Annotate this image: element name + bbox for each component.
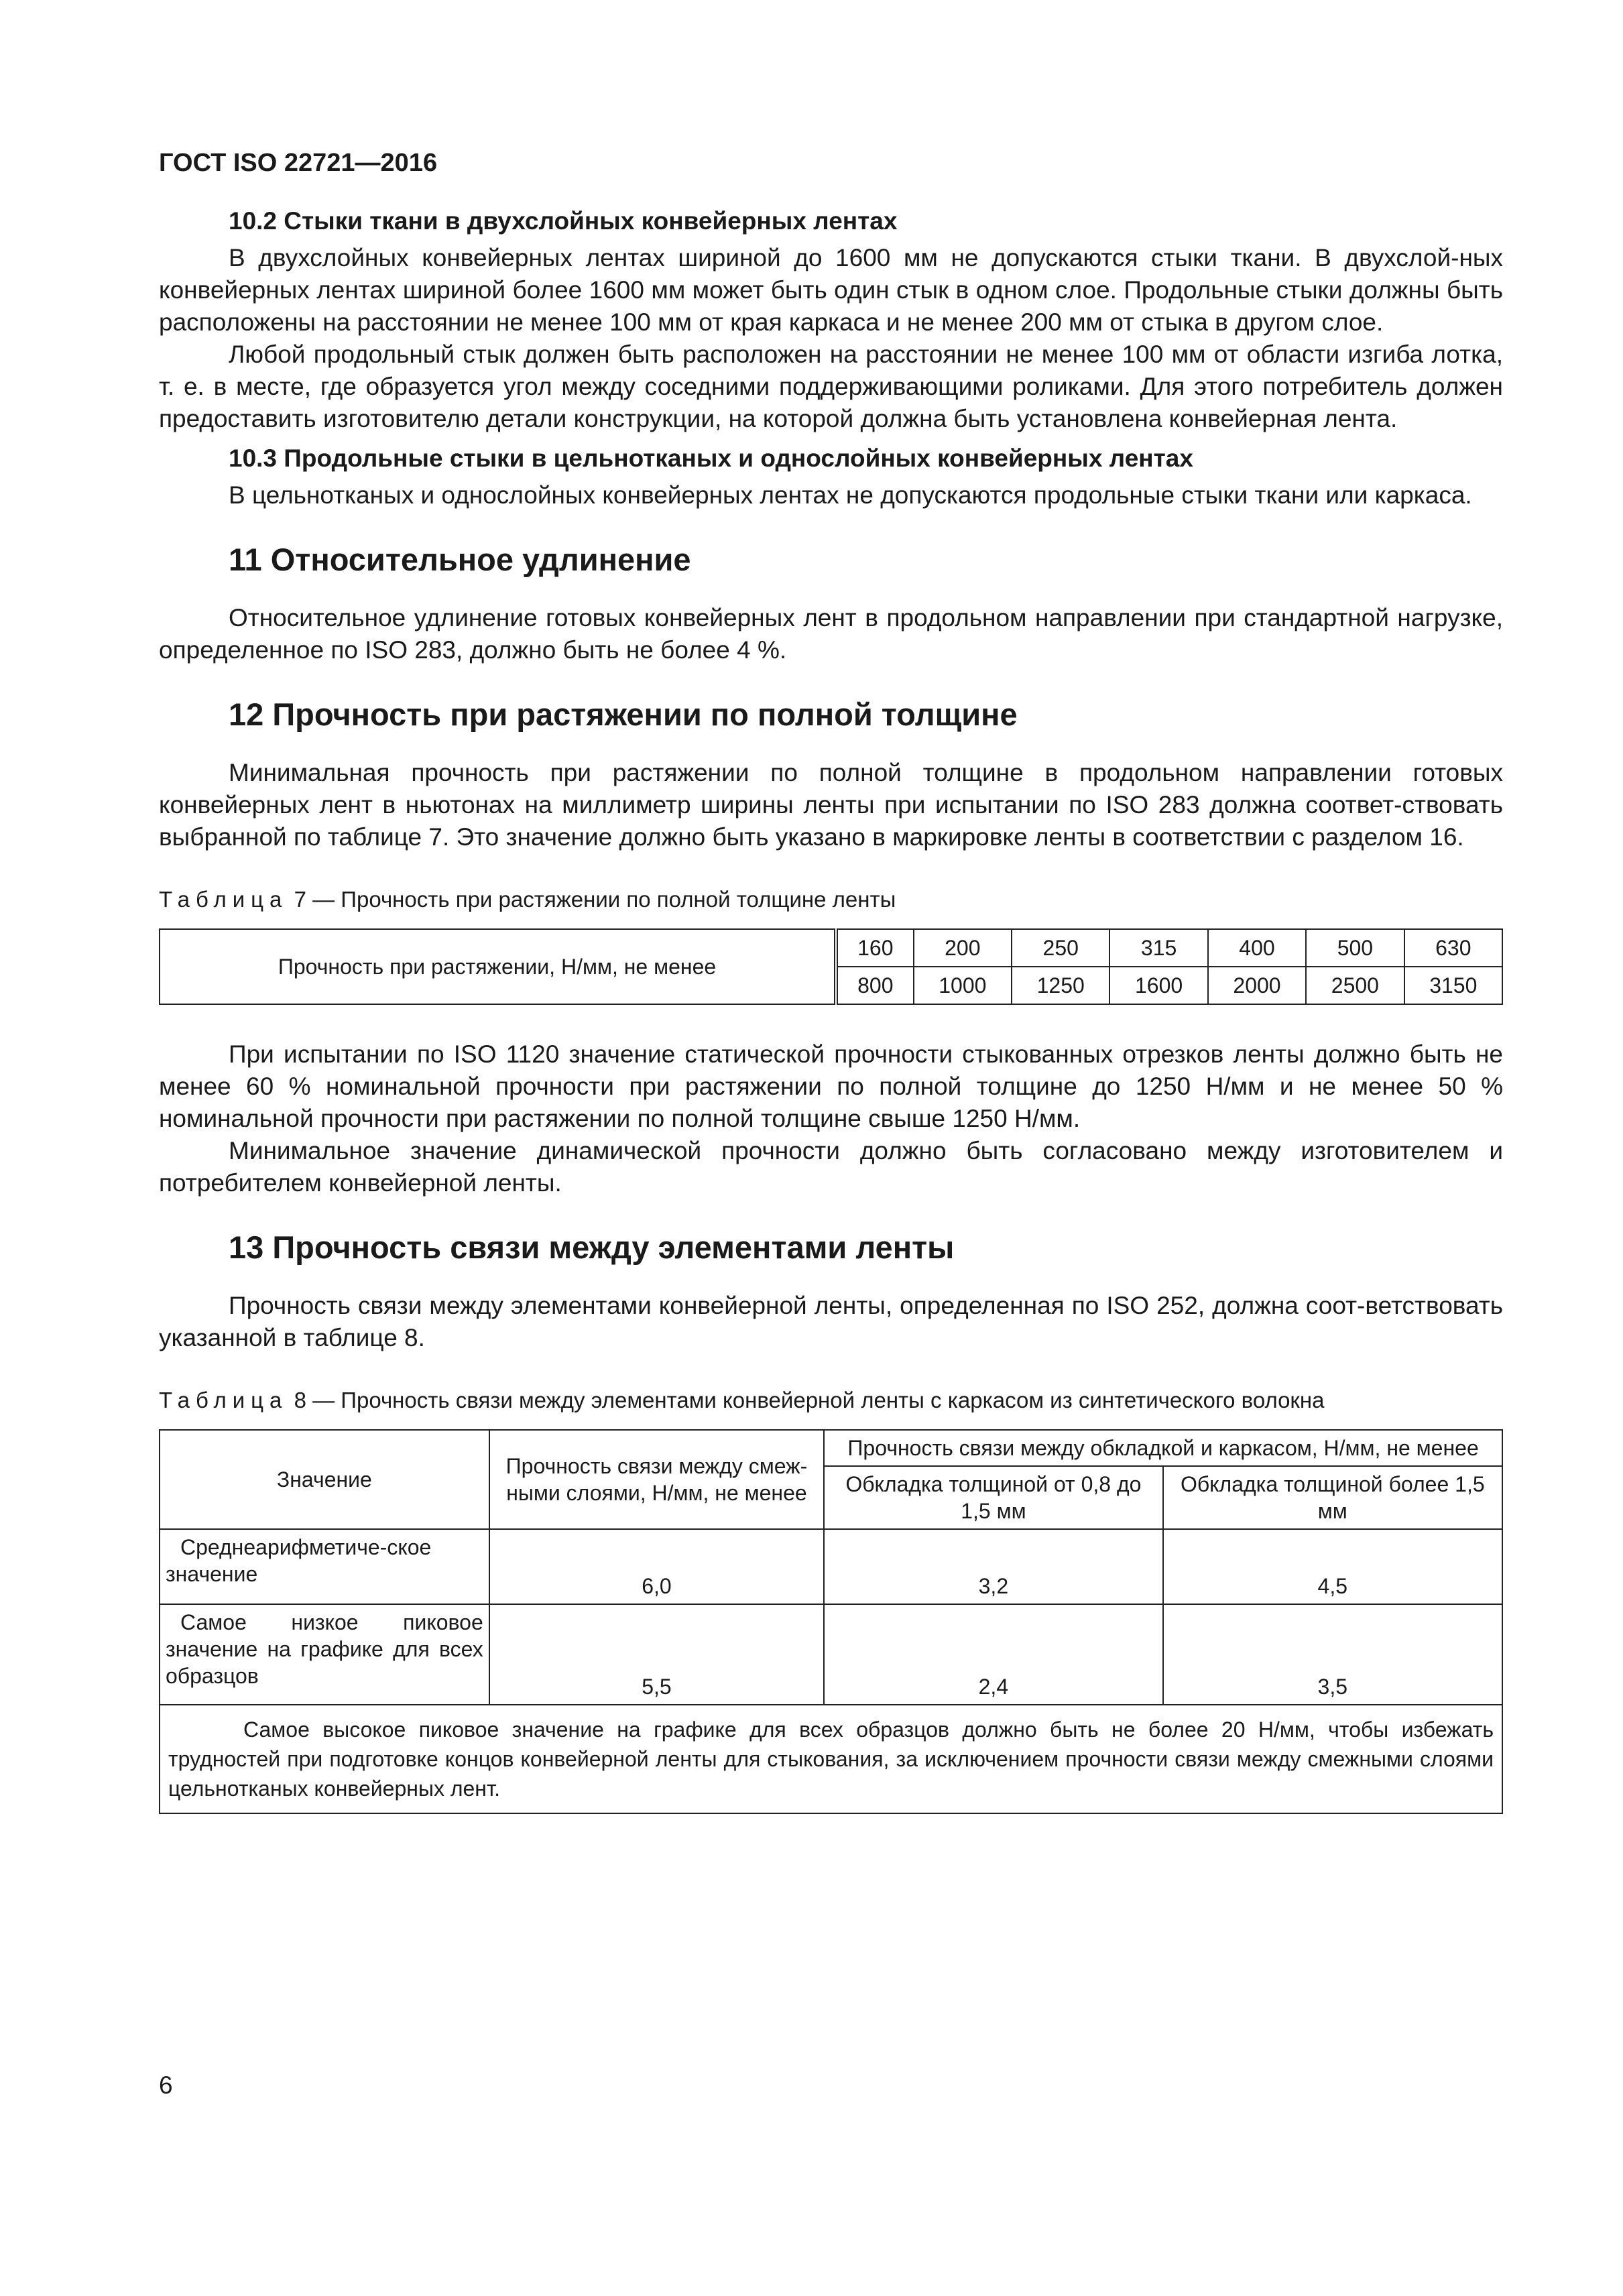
section-12-paragraph-3: Минимальное значение динамической прочности должно быть согласовано между изготовителем и потребителем конвейерной ленты. — [159, 1137, 1503, 1197]
document-page — [159, 149, 1503, 1814]
section-12-paragraph-1: Минимальная прочность при растяжении по полной толщине в продольном направлении готовых конвейерных лент в ньютонах на миллиметр ширины ленты при испытании по ISO 283 должна соответ-ствовать выбранной по таблице 7. Это значение должно быть указано в маркировке ленты в соответствии с разделом 16. — [159, 759, 1503, 851]
table-cell: 2,4 — [824, 1604, 1162, 1705]
table-7-caption — [159, 887, 1503, 912]
section-10-3-paragraph-1: В цельнотканых и однослойных конвейерных лентах не допускаются продольные стыки ткани или каркаса. — [229, 481, 1472, 509]
table-cell: 800 — [836, 967, 914, 1004]
section-10-2-paragraph-1: В двухслойных конвейерных лентах шириной до 1600 мм не допускаются стыки ткани. В двухслой-ных конвейерных лентах шириной более 1600 мм может быть один стык в одном слое. Продольные стыки должны быть расположены на расстоянии не менее 100 мм от края каркаса и не менее 200 мм от стыка в другом слое. — [159, 244, 1503, 336]
table-cell: 5,5 — [489, 1604, 824, 1705]
table-8-header-cover: Прочность связи между обкладкой и каркасом, Н/мм, не менее — [824, 1430, 1502, 1466]
table-8-row-label: Среднеарифметиче-ское значение — [160, 1529, 489, 1604]
section-11-paragraph-1: Относительное удлинение готовых конвейерных лент в продольном направлении при стандартной нагрузке, определенное по ISO 283, должно быть не более 4 %. — [159, 604, 1503, 664]
table-cell: 1250 — [1012, 967, 1109, 1004]
table-8-header-cover-a: Обкладка толщиной от 0,8 до 1,5 мм — [824, 1466, 1162, 1529]
table-8-header-cover-b: Обкладка толщиной более 1,5 мм — [1163, 1466, 1502, 1529]
table-cell: 160 — [836, 929, 914, 967]
table-cell: 315 — [1109, 929, 1207, 967]
table-cell: 1000 — [914, 967, 1012, 1004]
section-10-3-title: 10.3 Продольные стыки в цельнотканых и однослойных конвейерных лентах — [229, 444, 1193, 472]
table-8-caption-word: Таблица — [159, 1388, 288, 1412]
table-row — [160, 1604, 1502, 1705]
table-cell: 400 — [1208, 929, 1306, 967]
table-cell: 3150 — [1404, 967, 1502, 1004]
table-7-label: Прочность при растяжении, Н/мм, не менее — [160, 929, 836, 1004]
document-header: ГОСТ ISO 22721—2016 — [159, 149, 438, 177]
section-12-paragraph-2: При испытании по ISO 1120 значение статической прочности стыкованных отрезков ленты должно быть не менее 60 % номинальной прочности при растяжении по полной толщине до 1250 Н/мм и не менее 50 % номинальной прочности при растяжении по полной толщине свыше 1250 Н/мм. — [159, 1040, 1503, 1132]
table-cell: 1600 — [1109, 967, 1207, 1004]
table-8-header-layers: Прочность связи между смеж-ными слоями, Н/мм, не менее — [489, 1430, 824, 1529]
section-10-2-title: 10.2 Стыки ткани в двухслойных конвейерных лентах — [229, 207, 898, 235]
page-number: 6 — [159, 2071, 173, 2099]
table-8-caption — [159, 1388, 1503, 1413]
table-cell: 6,0 — [489, 1529, 824, 1604]
section-10-2-paragraph-2: Любой продольный стык должен быть расположен на расстоянии не менее 100 мм от области изгиба лотка, т. е. в месте, где образуется угол между соседними поддерживающими роликами. Для этого потребитель должен предоставить изготовителю детали конструкции, на которой должна быть установлена конвейерная лента. — [159, 341, 1503, 432]
section-12-title: 12 Прочность при растяжении по полной толщине — [229, 697, 1018, 732]
table-7-caption-text: 7 — Прочность при растяжении по полной толщине ленты — [294, 887, 896, 912]
table-cell: 2500 — [1306, 967, 1404, 1004]
table-8-caption-text: 8 — Прочность связи между элементами конвейерной ленты с каркасом из синтетического волокна — [294, 1388, 1325, 1412]
section-11-title: 11 Относительное удлинение — [229, 542, 691, 577]
table-8-header-value: Значение — [160, 1430, 489, 1529]
table-cell: 3,2 — [824, 1529, 1162, 1604]
table-cell: 3,5 — [1163, 1604, 1502, 1705]
section-13-paragraph-1: Прочность связи между элементами конвейерной ленты, определенная по ISO 252, должна соот-ветствовать указанной в таблице 8. — [159, 1292, 1503, 1351]
table-row — [160, 1430, 1502, 1466]
table-row — [160, 1529, 1502, 1604]
table-7 — [159, 928, 1503, 1005]
table-8-row-label: Самое низкое пиковое значение на графике для всех образцов — [160, 1604, 489, 1705]
table-8 — [159, 1429, 1503, 1814]
table-7-caption-word: Таблица — [159, 887, 288, 912]
table-8-note: Самое высокое пиковое значение на графике для всех образцов должно быть не более 20 Н/мм, чтобы избежать трудностей при подготовке концов конвейерной ленты для стыкования, за исключением прочности связи между смежными слоями цельнотканых конвейерных лент. — [160, 1705, 1502, 1813]
table-row — [160, 929, 1502, 967]
table-cell: 250 — [1012, 929, 1109, 967]
table-cell: 630 — [1404, 929, 1502, 967]
table-cell: 2000 — [1208, 967, 1306, 1004]
section-13-title: 13 Прочность связи между элементами ленты — [229, 1229, 955, 1265]
table-cell: 4,5 — [1163, 1529, 1502, 1604]
table-row — [160, 1705, 1502, 1813]
table-cell: 200 — [914, 929, 1012, 967]
table-cell: 500 — [1306, 929, 1404, 967]
